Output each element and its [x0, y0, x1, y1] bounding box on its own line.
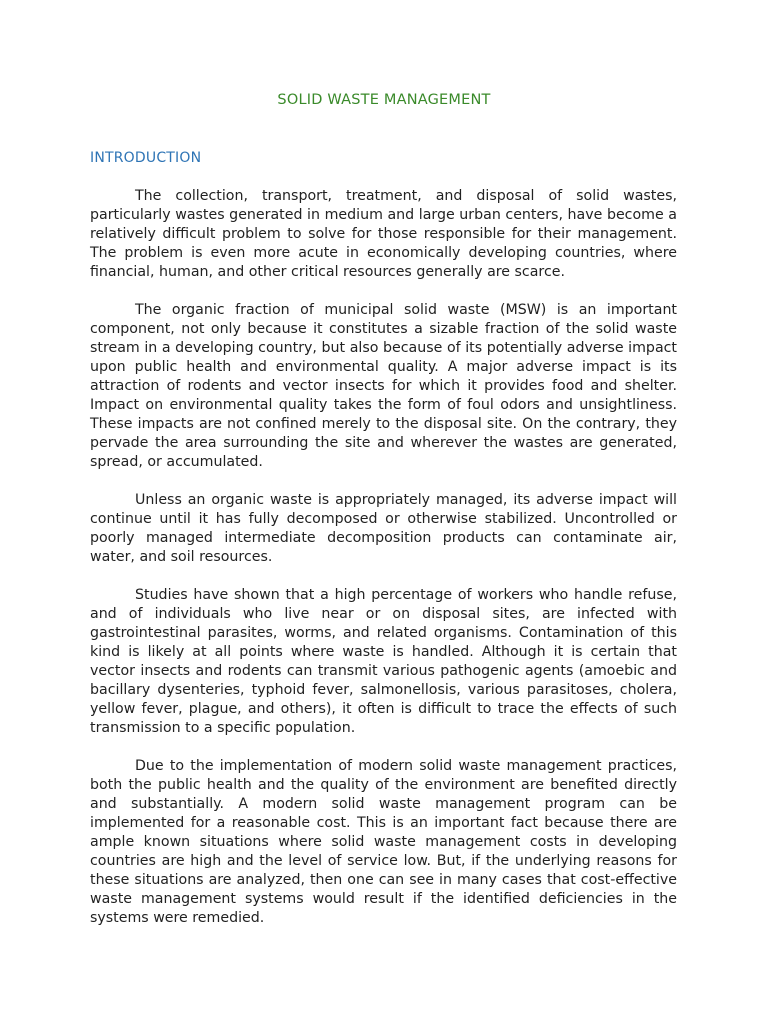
paragraph: Unless an organic waste is appropriately managed, its adverse impact will continue until it has fully decomposed or otherwise stabilized. Uncontrolled or poorly managed intermediate decomposition products can contaminate air, water, and soil resources. — [90, 492, 677, 565]
paragraph: Studies have shown that a high percentage of workers who handle refuse, and of individuals who live near or on disposal sites, are infected with gastrointestinal parasites, worms, and related organisms. Contamination of this kind is likely at all points where waste is handled. Although it is certain that vector insects and rodents can transmit various pathogenic agents (amoebic and bacillary dysenteries, typhoid fever, salmonellosis, various parasitoses, cholera, yellow fever, plague, and others), it often is difficult to trace the effects of such transmission to a specific population. — [90, 587, 677, 736]
section-heading-introduction: INTRODUCTION — [90, 150, 202, 166]
body-text — [90, 187, 677, 947]
paragraph: The collection, transport, treatment, and disposal of solid wastes, particularly wastes generated in medium and large urban centers, have become a relatively difficult problem to solve for those responsible for their management. The problem is even more acute in economically developing countries, where financial, human, and other critical resources generally are scarce. — [90, 188, 677, 280]
paragraph: The organic fraction of municipal solid waste (MSW) is an important component, not only because it constitutes a sizable fraction of the solid waste stream in a developing country, but also because of its potentially adverse impact upon public health and environmental quality. A major adverse impact is its attraction of rodents and vector insects for which it provides food and shelter. Impact on environmental quality takes the form of foul odors and unsightliness. These impacts are not confined merely to the disposal site. On the contrary, they pervade the area surrounding the site and wherever the wastes are generated, spread, or accumulated. — [90, 302, 677, 470]
document-title: SOLID WASTE MANAGEMENT — [277, 92, 491, 108]
paragraph: Due to the implementation of modern solid waste management practices, both the public health and the quality of the environment are benefited directly and substantially. A modern solid waste management program can be implemented for a reasonable cost. This is an important fact because there are ample known situations where solid waste management costs in developing countries are high and the level of service low. But, if the underlying reasons for these situations are analyzed, then one can see in many cases that cost-effective waste management systems would result if the identified deficiencies in the systems were remedied. — [90, 758, 677, 926]
